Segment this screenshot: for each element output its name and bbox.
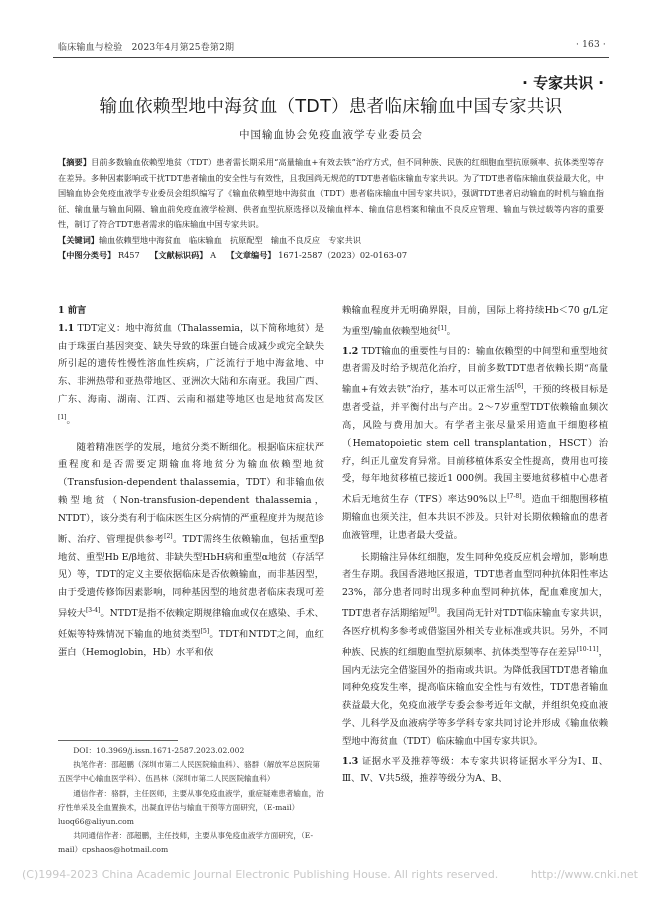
paragraph-alloimmunization <box>342 549 608 751</box>
abstract-paragraph <box>58 155 604 233</box>
paragraph-1-2 <box>342 343 608 545</box>
doc-code-value: A <box>210 250 217 260</box>
punctuation: 。 <box>66 414 76 426</box>
article-title: 输血依赖型地中海贫血（TDT）患者临床输血中国专家共识 <box>99 97 563 117</box>
paragraph-text: 。我国尚无针对TDT临床输血专家共识，各医疗机构多参考或借鉴国外相关专业标准或共识。另外，不同种族、民族的红细胞血型抗原频率、抗体类型等存在差异 <box>342 608 608 658</box>
clc-label: 【中图分类号】 <box>58 250 116 260</box>
paragraph-text: 证据水平及推荐等级：本专家共识将证据水平分为Ⅰ、Ⅱ、Ⅲ、Ⅳ、Ⅴ共5级，推荐等级分为A、B、 <box>342 755 608 785</box>
citation: [3-4] <box>85 606 101 614</box>
column-label: · 专家共识 · <box>522 74 604 92</box>
paragraph-text: 赖输血程度并无明确界限，目前，国际上将持续Hb＜70 g/L定为重型/输血依赖型地贫 <box>342 305 608 337</box>
subsection-number: 1.1 <box>58 322 78 334</box>
paragraph-1-3 <box>342 753 608 789</box>
paragraph-text: ，干预的终极目标是患者受益，并平衡付出与产出。2～7岁重型TDT依赖输血频次高，风险与费用加大。有学者主张尽量采用造血干细胞移植（Hematopoietic stem cell transplantation，HSCT）治疗，纠正儿童发育异常。目前移植体系安全性提高，费用也可接受，每年地贫移植已接近1 000例。我国主要地贫移植中心患者术后无地贫生存（TFS）率达90%以上 <box>342 384 608 506</box>
paragraph-1-1 <box>58 320 324 430</box>
keywords-label: 【关键词】 <box>58 234 99 245</box>
right-column <box>342 302 608 788</box>
issue-info: 2023年4月第25卷第2期 <box>131 43 235 53</box>
subsection-number: 1.2 <box>342 345 362 357</box>
paragraph-text: 。造血干细胞围移植期输血也须关注，但本共识不涉及。只针对长期依赖输血的患者血液管理，让患者最大受益。 <box>342 494 608 541</box>
citation: [5] <box>200 627 210 635</box>
page-number: · 163 · <box>575 40 606 50</box>
journal-name: 临床输血与检验 <box>58 43 123 53</box>
copyright-watermark: (C)1994-2023 China Academic Journal Electronic Publishing House. All rights reserved. <box>22 868 499 881</box>
article-number-label: 【文章编号】 <box>226 250 276 260</box>
citation: [7-8] <box>507 493 522 501</box>
paragraph-text: 长期输注异体红细胞，发生同种免疫反应机会增加，影响患者生存期。我国香港地区报道，TDT患者血型同种抗体阳性率达23%，部分患者同时出现多种血型同种抗体，配血难度加大，TDT患者存活期缩短 <box>342 551 608 620</box>
citation: [1] <box>58 413 67 421</box>
paragraph-text: 。NTDT是指不依赖定期规律输血或仅在感染、手术、妊娠等特殊情况下输血的地贫类型 <box>58 608 324 640</box>
paragraph-text: 随着精准医学的发展，地贫分类不断细化。根据临床症状严重程度和是否需要定期输血将地贫分为输血依赖型地贫（Transfusion-dependent thalassemia，TDT）和非输血依赖型地贫（Non-transfusion-dependent thalassemia，NTDT），该分类有利于临床医生区分病情的严重程度并为规范诊断、治疗、管理提供参考 <box>58 441 324 545</box>
paragraph-text: TDT定义：地中海贫血（Thalassemia，以下简称地贫）是由于珠蛋白基因突变、缺失导致的珠蛋白链合成减少或完全缺失所引起的遗传性慢性溶血性疾病，广泛流行于地中海盆地、中东、非洲热带和亚热带地区、亚洲次大陆和东南亚。我国广西、广东、海南、湖南、江西、云南和福建等地区也是地贫高发区 <box>58 322 324 405</box>
paragraph-continued <box>342 302 608 341</box>
abstract-text: 目前多数输血依赖型地贫（TDT）患者需长期采用“高量输血+有效去铁”治疗方式，但不同种族、民族的红细胞血型抗原频率、抗体类型等存在差异。多种因素影响或干扰TDT患者输血的安全性与有效性，且我国尚无规范的TDT患者临床输血专家共识。为了TDT患者临床输血获益最大化，中国输血协会免疫血液学专业委员会组织编写了《输血依赖型地中海贫血（TDT）患者临床输血中国专家共识》，强调TDT患者启动输血的时机与输血指征、输血量与输血间隔、输血前免疫血液学检测、供者血型抗原选择以及输血样本、输血信息档案和输血不良反应管理、输血与铁过载等内容的重要性，制订了符合TDT患者需求的临床输血中国专家共识。 <box>58 157 604 229</box>
footnote-rule <box>58 740 178 741</box>
paragraph-text: 。TDT需终生依赖输血，包括重型β地贫、重型Hb E/β地贫、非缺失型HbH病和重型α地贫（存活罕见）等，TDT的定义主要依据临床是否依赖输血，而非基因型，由于受遗传修饰因素影响，同种基因型的地贫患者临床表现可差异较大 <box>58 533 324 620</box>
doc-code-label: 【文献标识码】 <box>150 250 208 260</box>
paragraph-text: TDT输血的重要性与目的：输血依赖型的中间型和重型地贫患者需及时给予规范化治疗，目前多数TDT患者依赖长期“高量输血+有效去铁”治疗，基本可以正常生活 <box>342 345 608 396</box>
footnotes <box>58 744 324 858</box>
citation: [6] <box>514 383 524 391</box>
keywords-line <box>58 233 604 249</box>
citation: [1] <box>438 324 447 332</box>
article-number-value: 1671-2587（2023）02-0163-07 <box>278 250 408 260</box>
punctuation: 。 <box>446 325 456 337</box>
abstract-label: 【摘要】 <box>58 157 92 167</box>
co-corresponding-author: 共同通信作者：邵超鹏，主任技师，主要从事免疫血液学方面研究，（E-mail）cpshaos@hotmail.com <box>58 831 314 855</box>
paragraph-text: ，国内无法完全借鉴国外的指南或共识。为降低我国TDT患者输血同种免疫发生率，提高临床输血安全性与有效性，TDT患者输血获益最大化，免疫血液学专委会参考近年文献，并组织免疫血液学、儿科学及血液病学等多学科专家共同讨论并形成《输血依赖型地中海贫血（TDT）临床输血中国专家共识》。 <box>342 646 608 747</box>
doi-line: DOI：10.3969/j.issn.1671-2587.2023.02.002 <box>73 746 245 755</box>
classification-line <box>58 248 604 264</box>
citation: [9] <box>428 607 437 615</box>
paragraph-text: 。TDT和NTDT之间，血红蛋白（Hemoglobin，Hb）水平和依 <box>58 628 324 658</box>
paragraph-classification <box>58 439 324 662</box>
running-header <box>58 40 234 53</box>
header-rule <box>53 57 609 58</box>
url-watermark: http://www.cnki.net <box>530 868 638 881</box>
citation: [2] <box>164 532 173 540</box>
abstract-block <box>58 155 604 264</box>
citation: [10-11] <box>576 645 599 653</box>
corresponding-author: 通信作者：骆群，主任医师，主要从事免疫血液学，重症疑难患者输血，治疗性单采及全血置换术，出凝血评估与输血干预等方面研究，（E-mail）luoq66@aliyun.com <box>58 788 324 827</box>
section-heading-intro: 1 前言 <box>58 305 87 316</box>
left-column <box>58 302 324 662</box>
writing-authors: 执笔作者：邵超鹏（深圳市第二人民医院输血科）、骆群（解放军总医院第五医学中心输血医学科）、伍昌林（深圳市第二人民医院输血科） <box>58 760 320 784</box>
subsection-number: 1.3 <box>342 755 362 767</box>
author-line: 中国输血协会免疫血液学专业委员会 <box>239 129 423 141</box>
clc-value: R457 <box>117 250 140 260</box>
keywords-text: 输血依赖型地中海贫血 临床输血 抗原配型 输血不良反应 专家共识 <box>98 234 361 245</box>
